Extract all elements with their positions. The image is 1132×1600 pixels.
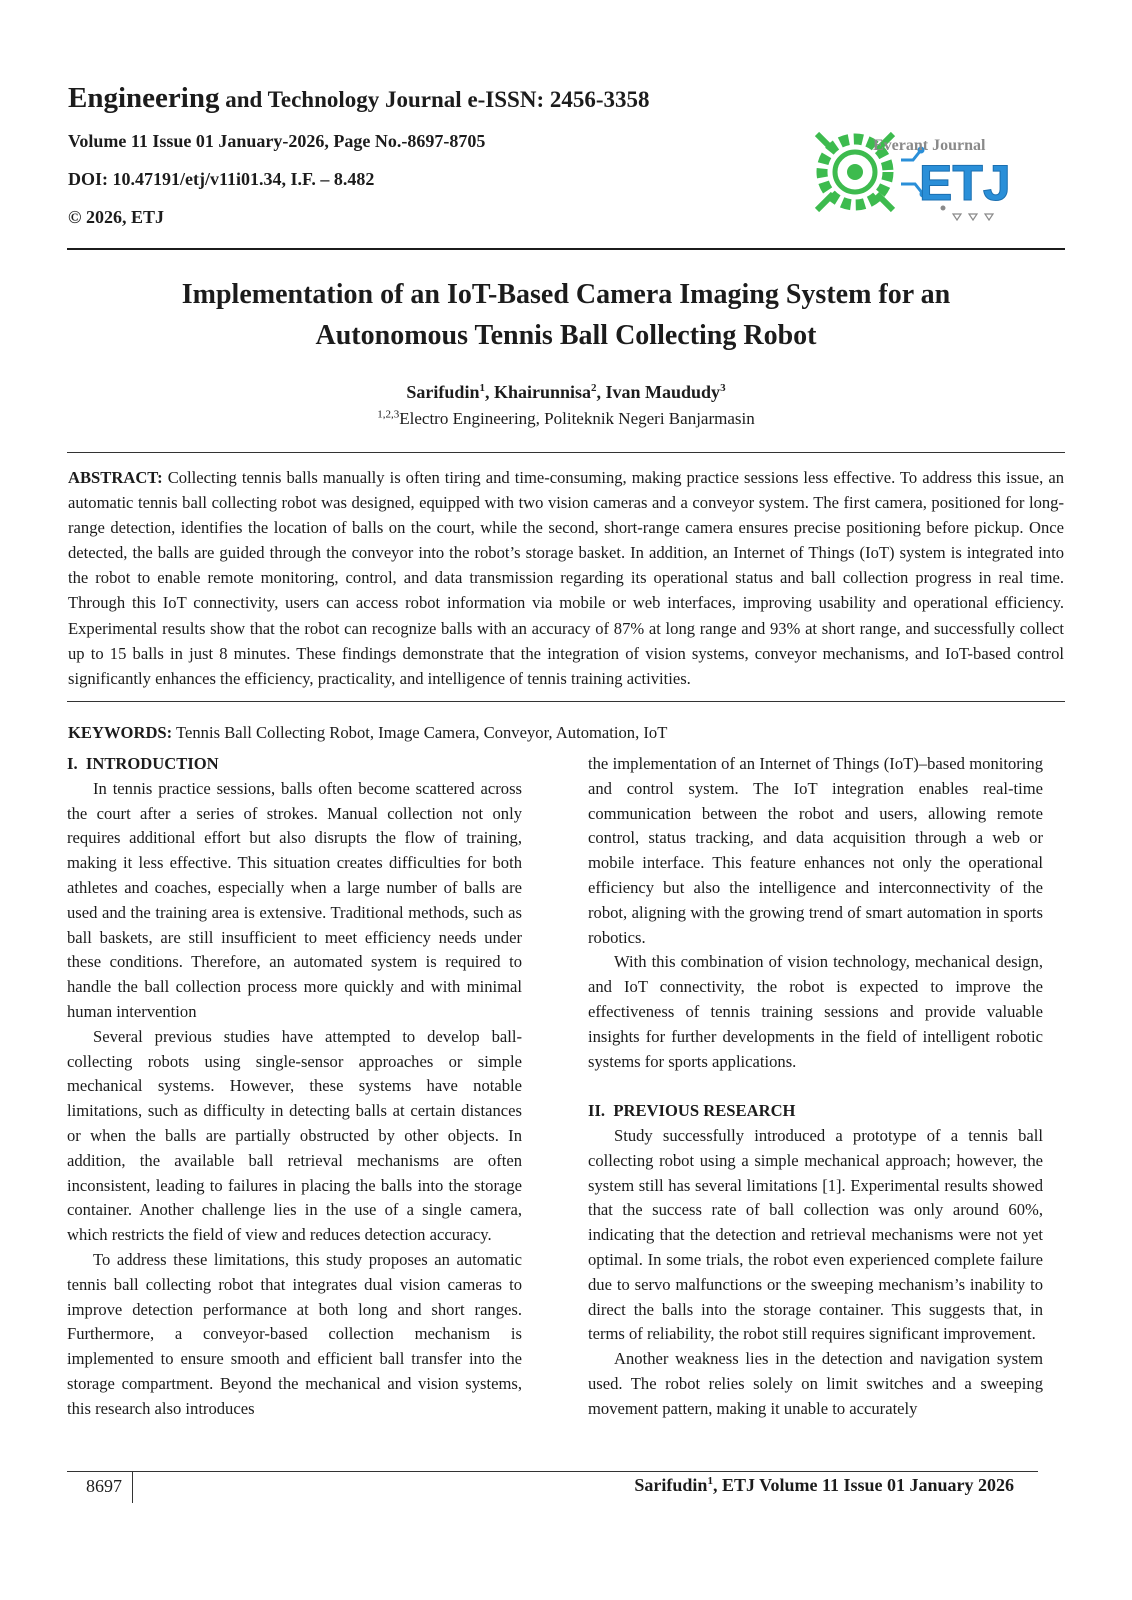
paper-title-line-1: Implementation of an IoT-Based Camera Imaging System for an <box>181 279 951 310</box>
affiliation <box>80 409 1052 429</box>
page-number-divider <box>132 1472 133 1503</box>
keywords-label: KEYWORDS: <box>68 723 173 742</box>
body-column-right <box>588 752 1043 1422</box>
author-affiliation-mark: 1 <box>479 382 485 394</box>
author-affiliation-mark: 3 <box>720 382 726 394</box>
author-name: Ivan Maududy <box>605 382 721 402</box>
keywords <box>68 720 1064 745</box>
body-paragraph: To address these limitations, this study proposes an automatic tennis ball collecting robot that integrates dual vision cameras to improve detection performance at both long and short ranges. Furthermore, a conveyor-based collection mechanism is implemented to ensure smooth and efficient ball transfer into the storage compartment. Beyond the mechanical and vision systems, this research also introduces <box>67 1249 522 1418</box>
journal-name <box>68 82 650 115</box>
page-number: 8697 <box>86 1476 122 1496</box>
abstract <box>68 465 1064 691</box>
keywords-text: Tennis Ball Collecting Robot, Image Camera, Conveyor, Automation, IoT <box>176 723 668 742</box>
footer-author: Sarifudin <box>634 1475 708 1495</box>
volume-line: Volume 11 Issue 01 January-2026, Page No.-8697-8705 <box>68 131 486 151</box>
author-name: Khairunnisa <box>493 382 591 402</box>
author-separator: , <box>484 382 494 402</box>
footer-divider <box>67 1471 1038 1472</box>
section-heading-previous-research: II. PREVIOUS RESEARCH <box>588 1101 796 1121</box>
abstract-bottom-rule <box>67 701 1065 702</box>
body-paragraph-continued: the implementation of an Internet of Things (IoT)–based monitoring and control system. The IoT integration enables real-time communication between the robot and users, allowing remote control, status tracking, and data acquisition through a web or mobile interface. This feature enhances not only the operational efficiency but also the intelligence and interconnectivity of the robot, aligning with the growing trend of smart automation in sports robotics. <box>588 754 1043 947</box>
abstract-text: Collecting tennis balls manually is often tiring and time-consuming, making practice sessions less effective. To address this issue, an automatic tennis ball collecting robot was designed, equipped with two vision cameras and a conveyor system. The first camera, positioned for long-range detection, identifies the location of balls on the court, while the second, short-range camera ensures precise positioning before pickup. Once detected, the balls are guided through the conveyor into the robot’s storage basket. In addition, an Internet of Things (IoT) system is integrated into the robot to enable remote monitoring, control, and data transmission regarding its operational status and ball collection progress in real time. Through this IoT connectivity, users can access robot information via mobile or web interfaces, improving usability and operational efficiency. Experimental results show that the robot can recognize balls with an accuracy of 87% at long range and 93% at short range, and successfully collect up to 15 balls in just 8 minutes. These findings demonstrate that the integration of vision systems, conveyor mechanisms, and IoT-based control significantly enhances the efficiency, practicality, and intelligence of tennis training activities. <box>68 468 1064 688</box>
abstract-top-rule <box>67 452 1065 453</box>
body-paragraph: Study successfully introduced a prototype of a tennis ball collecting robot using a simple mechanical approach; however, the system still has several limitations [1]. Experimental results showed that the success rate of ball collection was only around 60%, indicating that the detection and retrieval mechanisms were not yet optimal. In some trials, the robot even experienced complete failure due to servo malfunctions or the sweeping mechanism’s inability to direct the balls into the storage container. This suggests that, in terms of reliability, the robot still requires significant improvement. <box>588 1125 1043 1344</box>
doi-line: DOI: 10.47191/etj/v11i01.34, I.F. – 8.482 <box>68 169 375 189</box>
paper-title <box>80 274 1052 356</box>
body-paragraph: With this combination of vision technology, mechanical design, and IoT connectivity, the robot is expected to improve the effectiveness of tennis training sessions and provide valuable insights for further developments in the field of intelligent robotic systems for sports applications. <box>588 952 1043 1071</box>
logo-top-text: Everant Journal <box>873 137 986 154</box>
paper-title-line-2: Autonomous Tennis Ball Collecting Robot <box>315 320 817 351</box>
footer-citation: , ETJ Volume 11 Issue 01 January 2026 <box>712 1475 1014 1495</box>
etj-logo <box>803 120 1025 224</box>
body-paragraph: In tennis practice sessions, balls often become scattered across the court after a series of strokes. Manual collection not only requires additional effort but also disrupts the flow of training, making it less effective. This situation creates difficulties for both athletes and coaches, especially when a large number of balls are used and the training area is extensive. Traditional methods, such as ball baskets, are still insufficient to meet efficiency needs under these conditions. Therefore, an automated system is required to handle the ball collection process more quickly and with minimal human intervention <box>67 778 522 1021</box>
author-list <box>80 382 1052 403</box>
abstract-label: ABSTRACT: <box>68 468 163 487</box>
footer-author-mark: 1 <box>707 1475 713 1487</box>
body-paragraph: Another weakness lies in the detection and navigation system used. The robot relies solely on limit switches and a sweeping movement pattern, making it unable to accurately <box>588 1349 1043 1418</box>
author-separator: , <box>596 382 606 402</box>
section-heading-introduction: I. INTRODUCTION <box>67 754 219 773</box>
author-name: Sarifudin <box>406 382 480 402</box>
logo-main-text: ETJ <box>919 155 1011 211</box>
copyright-line: © 2026, ETJ <box>68 207 164 227</box>
affiliation-mark: 1,2,3 <box>377 408 400 421</box>
body-column-left <box>67 752 522 1422</box>
journal-name-rest: and Technology Journal e-ISSN: 2456-3358 <box>219 87 650 112</box>
affiliation-text: Electro Engineering, Politeknik Negeri Banjarmasin <box>399 409 755 428</box>
author-affiliation-mark: 2 <box>591 382 597 394</box>
journal-name-first-word: Engineering <box>68 82 220 114</box>
header-divider <box>67 248 1065 250</box>
body-paragraph: Several previous studies have attempted to develop ball-collecting robots using single-sensor approaches or simple mechanical systems. However, these systems have notable limitations, such as difficulty in detecting balls at certain distances or when the balls are partially obstructed by other objects. In addition, the available ball retrieval mechanisms are often inconsistent, leading to failures in placing the balls into the storage container. Another challenge lies in the use of a single camera, which restricts the field of view and reduces detection accuracy. <box>67 1026 522 1245</box>
running-footer <box>634 1475 1014 1496</box>
